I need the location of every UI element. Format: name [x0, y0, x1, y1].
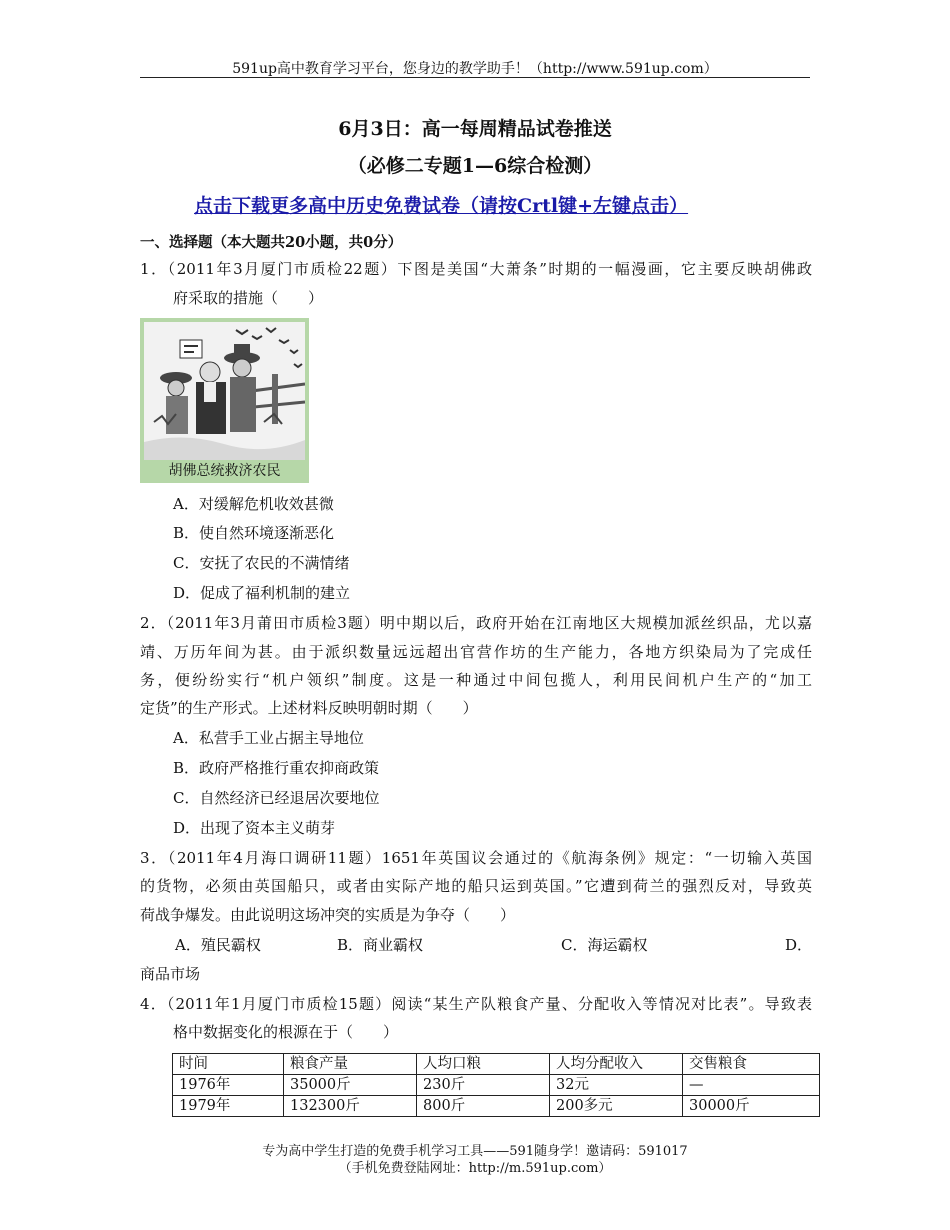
- q2-option-a[interactable]: A．私营手工业占据主导地位: [173, 729, 364, 747]
- table-cell: 800斤: [417, 1096, 550, 1117]
- q3-option-a[interactable]: A．殖民霸权: [175, 936, 261, 954]
- q2-stem-line-3: 务，便纷纷实行“机户领织”制度。这是一种通过中间包揽人，利用民间机户生产的“加工: [140, 671, 812, 689]
- cartoon-illustration: [144, 322, 305, 460]
- table-cell: —: [683, 1075, 820, 1096]
- q1-option-d[interactable]: D．促成了福利机制的建立: [173, 584, 351, 602]
- q3-option-d-text[interactable]: 商品市场: [140, 965, 201, 983]
- table-cell: 132300斤: [284, 1096, 417, 1117]
- q2-option-c[interactable]: C．自然经济已经退居次要地位: [173, 789, 380, 807]
- table-header-cell: 粮食产量: [284, 1054, 417, 1075]
- q1-option-b[interactable]: B．使自然环境逐渐恶化: [173, 524, 335, 542]
- table-cell: 200多元: [550, 1096, 683, 1117]
- q1-option-c[interactable]: C．安抚了农民的不满情绪: [173, 554, 350, 572]
- table-header-row: [173, 1054, 820, 1075]
- q1-stem-line-2: 府采取的措施（ ）: [173, 289, 324, 307]
- table-cell: 32元: [550, 1075, 683, 1096]
- page-footer-line-1: 专为高中学生打造的免费手机学习工具——591随身学！邀请码：591017: [262, 1144, 688, 1159]
- q2-stem-line-2: 靖、万历年间为甚。由于派织数量远远超出官营作坊的生产能力，各地方织染局为了完成任: [140, 643, 812, 661]
- table-cell: 1976年: [173, 1075, 284, 1096]
- q2-option-d[interactable]: D．出现了资本主义萌芽: [173, 819, 336, 837]
- table-header-cell: 交售粮食: [683, 1054, 820, 1075]
- table-cell: 1979年: [173, 1096, 284, 1117]
- q4-comparison-table: [172, 1053, 820, 1117]
- table-header-cell: 人均分配收入: [550, 1054, 683, 1075]
- table-cell: 35000斤: [284, 1075, 417, 1096]
- q3-option-b[interactable]: B．商业霸权: [337, 936, 424, 954]
- table-cell: 30000斤: [683, 1096, 820, 1117]
- header-divider: [140, 77, 810, 78]
- q2-option-b[interactable]: B．政府严格推行重农抑商政策: [173, 759, 380, 777]
- q2-stem-line-1: 2．（2011年3月莆田市质检3题）明中期以后，政府开始在江南地区大规模加派丝织品，尤以嘉: [140, 614, 812, 632]
- section-heading: 一、选择题（本大题共20小题，共0分）: [140, 234, 403, 251]
- q4-stem-line-1: 4．（2011年1月厦门市质检15题）阅读“某生产队粮食产量、分配收入等情况对比表”。导致表: [140, 995, 812, 1013]
- page-header: 591up高中教育学习平台，您身边的教学助手！（http://www.591up.com）: [232, 61, 718, 77]
- q1-option-a[interactable]: A．对缓解危机收效甚微: [173, 495, 334, 513]
- q3-stem-line-3: 荷战争爆发。由此说明这场冲突的实质是为争夺（ ）: [140, 906, 516, 924]
- q4-stem-line-2: 格中数据变化的根源在于（ ）: [173, 1023, 399, 1041]
- cartoon-caption: 胡佛总统救济农民: [168, 463, 281, 479]
- document-title: 6月3日：高一每周精品试卷推送: [338, 118, 612, 140]
- document-subtitle: （必修二专题1—6综合检测）: [347, 155, 603, 177]
- table-header-cell: 人均口粮: [417, 1054, 550, 1075]
- q3-option-c[interactable]: C．海运霸权: [561, 936, 648, 954]
- q3-option-d[interactable]: D．: [785, 936, 813, 954]
- q3-stem-line-1: 3．（2011年4月海口调研11题）1651年英国议会通过的《航海条例》规定：“一切输入英国: [140, 849, 812, 867]
- q2-stem-line-4: 定货”的生产形式。上述材料反映明朝时期（ ）: [140, 699, 478, 717]
- table-header-cell: 时间: [173, 1054, 284, 1075]
- table-cell: 230斤: [417, 1075, 550, 1096]
- table-row: [173, 1096, 820, 1117]
- q1-stem-line-1: 1．（2011年3月厦门市质检22题）下图是美国“大萧条”时期的一幅漫画，它主要反映胡佛政: [140, 260, 812, 278]
- hoover-cartoon-image: [140, 318, 309, 483]
- page-footer-line-2: （手机免费登陆网址：http://m.591up.com）: [338, 1161, 612, 1176]
- download-more-link[interactable]: 点击下载更多高中历史免费试卷（请按Crtl键+左键点击）: [194, 195, 689, 217]
- q3-stem-line-2: 的货物，必须由英国船只，或者由实际产地的船只运到英国。”它遭到荷兰的强烈反对，导致英: [140, 877, 812, 895]
- table-row: [173, 1075, 820, 1096]
